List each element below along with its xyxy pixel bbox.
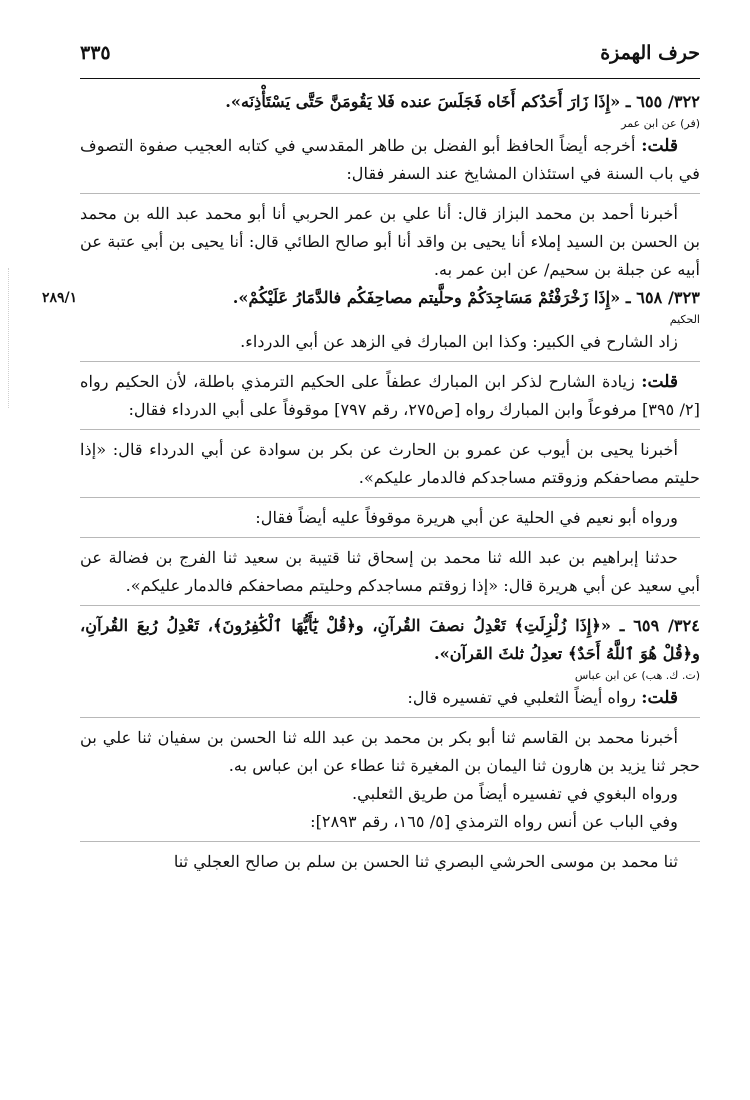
note-text: أخرجه أيضاً الحافظ أبو الفضل بن طاهر المقدسي في كتابه العجيب صفوة التصوف في باب السنة في استئذان المشايخ عند السفر فقال: [80, 136, 700, 183]
hadith-source: (ت. ك. هب) عن ابن عباس [574, 669, 700, 682]
commentary-paragraph: زاد الشارح في الكبير: وكذا ابن المبارك في الزهد عن أبي الدرداء. [240, 332, 678, 351]
commentary-paragraph: وفي الباب عن أنس رواه الترمذي [٥/ ١٦٥، رقم ٢٨٩٣]: [310, 812, 678, 831]
commentary-paragraph [80, 368, 700, 424]
section-divider [80, 841, 700, 842]
commentary-paragraph: أخبرنا محمد بن القاسم ثنا أبو بكر بن محمد بن عبد الله ثنا الحسن بن سفيان ثنا علي بن حجر ثنا يزيد بن هارون ثنا اليمان بن المغيرة ثنا عطاء عن ابن عباس به. [80, 728, 700, 775]
commentary-paragraph: أخبرنا يحيى بن أيوب عن عمرو بن الحارث عن بكر بن سوادة عن أبي الدرداء قال: «إذا حليتم مصاحفكم وزوقتم مساجدكم فالدمار عليكم». [80, 440, 700, 487]
page-header [80, 38, 700, 78]
page-body [80, 88, 700, 876]
section-divider [80, 537, 700, 538]
header-rule [80, 78, 700, 79]
page-number: ٣٣٥ [80, 42, 111, 64]
note-keyword: قلت: [641, 688, 678, 708]
note-text: زيادة الشارح لذكر ابن المبارك عطفاً على الحكيم الترمذي باطلة، لأن الحكيم رواه [٢/ ٣٩٥] مرفوعاً وابن المبارك رواه [ص٢٧٥، رقم ٧٩٧] موقوفاً على أبي الدرداء فقال: [80, 372, 700, 419]
note-text: رواه أيضاً الثعلبي في تفسيره قال: [407, 688, 642, 707]
section-divider [80, 605, 700, 606]
commentary-paragraph: ورواه أبو نعيم في الحلية عن أبي هريرة موقوفاً عليه أيضاً فقال: [255, 508, 678, 527]
section-divider [80, 717, 700, 718]
chapter-title: حرف الهمزة [600, 42, 700, 64]
note-keyword: قلت: [641, 372, 678, 392]
hadith-text: ٣٢٤/ ٦٥٩ ـ «﴿إِذَا زُلْزِلَتِ﴾ تَعْدِلُ نصفَ القُرآنِ، و﴿قُلْ يَٰٓأَيُّهَا ٱلْكَٰفِرُونَ﴾، تَعْدِلُ رُبعَ القُرآنِ، و﴿قُلْ هُوَ ٱللَّهُ أَحَدٌ﴾ تعدِلُ ثلثَ القرآن». [80, 616, 700, 663]
commentary-paragraph [80, 684, 700, 712]
section-divider [80, 429, 700, 430]
section-divider [80, 361, 700, 362]
margin-reference: ٢٨٩/١ [42, 290, 78, 306]
commentary-paragraph: أخبرنا أحمد بن محمد البزاز قال: أنا علي بن عمر الحربي أنا أبو محمد عبد الله بن محمد بن الحسن بن السيد إملاء أنا يحيى بن واقد أنا أبو صالح الطائي قال: أنا يحيى بن أبي عتبة عن أبيه عن جبلة بن سحيم/ عن ابن عمر به. [80, 204, 700, 279]
hadith-text: ٣٢٣/ ٦٥٨ ـ «إِذَا زَخْرَفْتُمْ مَسَاجِدَكُمْ وحلَّيتم مصاحِفَكُم فالدَّمَارُ عَلَيْكُمْ». [232, 288, 700, 307]
commentary-paragraph: ورواه البغوي في تفسيره أيضاً من طريق الثعلبي. [351, 784, 678, 803]
commentary-paragraph [80, 132, 700, 188]
commentary-paragraph: ثنا محمد بن موسى الحرشي البصري ثنا الحسن بن سلم بن صالح العجلي ثنا [173, 852, 678, 871]
note-keyword: قلت: [641, 136, 678, 156]
section-divider [80, 497, 700, 498]
commentary-paragraph: حدثنا إبراهيم بن عبد الله ثنا محمد بن إسحاق ثنا قتيبة بن سعيد ثنا الفرج بن فضالة عن أبي سعيد عن أبي هريرة قال: «إذا زوقتم مساجدكم وحليتم مصاحفكم فالدمار عليكم». [80, 548, 700, 595]
hadith-text: ٣٢٢/ ٦٥٥ ـ «إِذَا زَارَ أَحَدُكم أَخَاه فَجَلَسَ عنده فَلا يَقُومَنَّ حَتَّى يَسْتَأْذِنَه». [225, 92, 700, 111]
margin-dotted-line [8, 268, 11, 408]
section-divider [80, 193, 700, 194]
hadith-source: (فر) عن ابن عمر [621, 117, 700, 130]
hadith-source: الحكيم [669, 313, 700, 326]
